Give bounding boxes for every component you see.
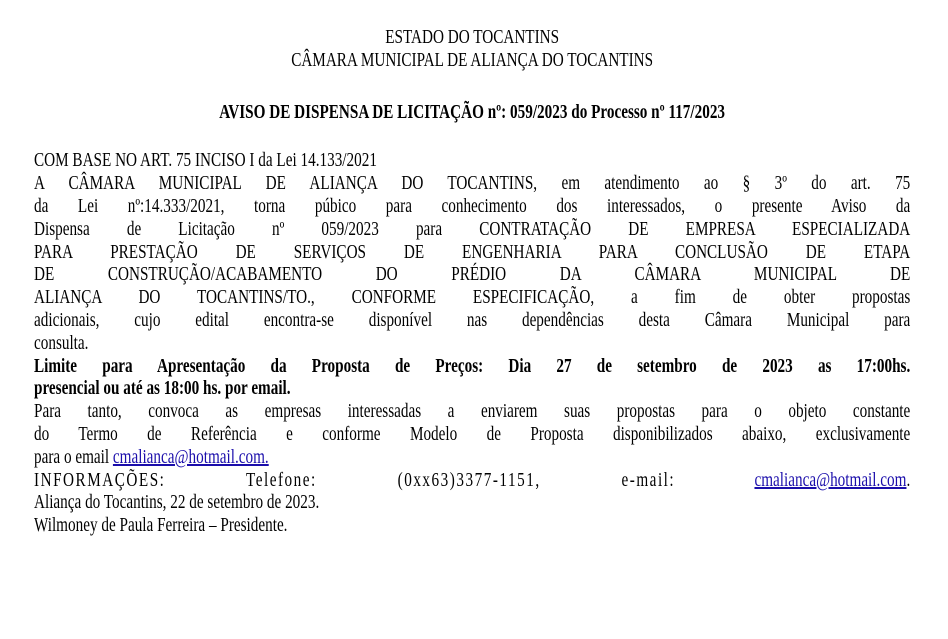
body-line: PARA PRESTAÇÃO DE SERVIÇOS DE ENGENHARIA PARA CONCLUSÃO DE ETAPA [34, 240, 911, 263]
date-line: Aliança do Tocantins, 22 de setembro de 2023. [34, 491, 320, 514]
body-line: ALIANÇA DO TOCANTINS/TO., CONFORME ESPECIFICAÇÃO, a fim de obter propostas [34, 286, 911, 309]
info-email-link[interactable]: cmalianca@hotmail.com [754, 468, 907, 491]
state-heading: ESTADO DO TOCANTINS [385, 26, 560, 48]
body-line: da Lei nº:14.333/2021, torna púbico para conhecimento dos interessados, o presente Aviso da [34, 194, 911, 217]
legal-basis: COM BASE NO ART. 75 INCISO I da Lei 14.133/2021 [34, 149, 377, 172]
email-link[interactable]: cmalianca@hotmail.com. [112, 445, 269, 468]
deadline-line: presencial ou até as 18:00 hs. por email. [34, 377, 291, 400]
info-suffix: . [906, 468, 911, 491]
email-prefix: para o email [34, 445, 113, 468]
body-line: consulta. [34, 331, 89, 354]
chamber-heading: CÂMARA MUNICIPAL DE ALIANÇA DO TOCANTINS [291, 48, 654, 71]
notice-document [34, 26, 910, 537]
body-line: Dispensa de Licitação nº 059/2023 para CONTRATAÇÃO DE EMPRESA ESPECIALIZADA [34, 217, 911, 240]
info-line [34, 469, 910, 492]
call-line: Para tanto, convoca as empresas interessadas a enviarem suas propostas para o objeto constante [34, 400, 911, 423]
signature: Wilmoney de Paula Ferreira – Presidente. [34, 514, 288, 537]
body-line: adicionais, cujo edital encontra-se disponível nas dependências desta Câmara Municipal para [34, 308, 911, 331]
info-label: INFORMAÇÕES: Telefone: (0xx63)3377-1151, e-mail: [34, 468, 676, 491]
body-line: DE CONSTRUÇÃO/ACABAMENTO DO PRÉDIO DA CÂMARA MUNICIPAL DE [34, 263, 911, 286]
call-line: do Termo de Referência e conforme Modelo de Proposta disponibilizados abaixo, exclusivamente [34, 422, 911, 445]
notice-title: AVISO DE DISPENSA DE LICITAÇÃO nº: 059/2023 do Processo nº 117/2023 [219, 100, 726, 123]
body-line: A CÂMARA MUNICIPAL DE ALIANÇA DO TOCANTINS, em atendimento ao § 3º do art. 75 [34, 172, 911, 195]
email-line [34, 446, 910, 469]
deadline-line: Limite para Apresentação da Proposta de Preços: Dia 27 de setembro de 2023 as 17:00hs. [34, 354, 911, 377]
